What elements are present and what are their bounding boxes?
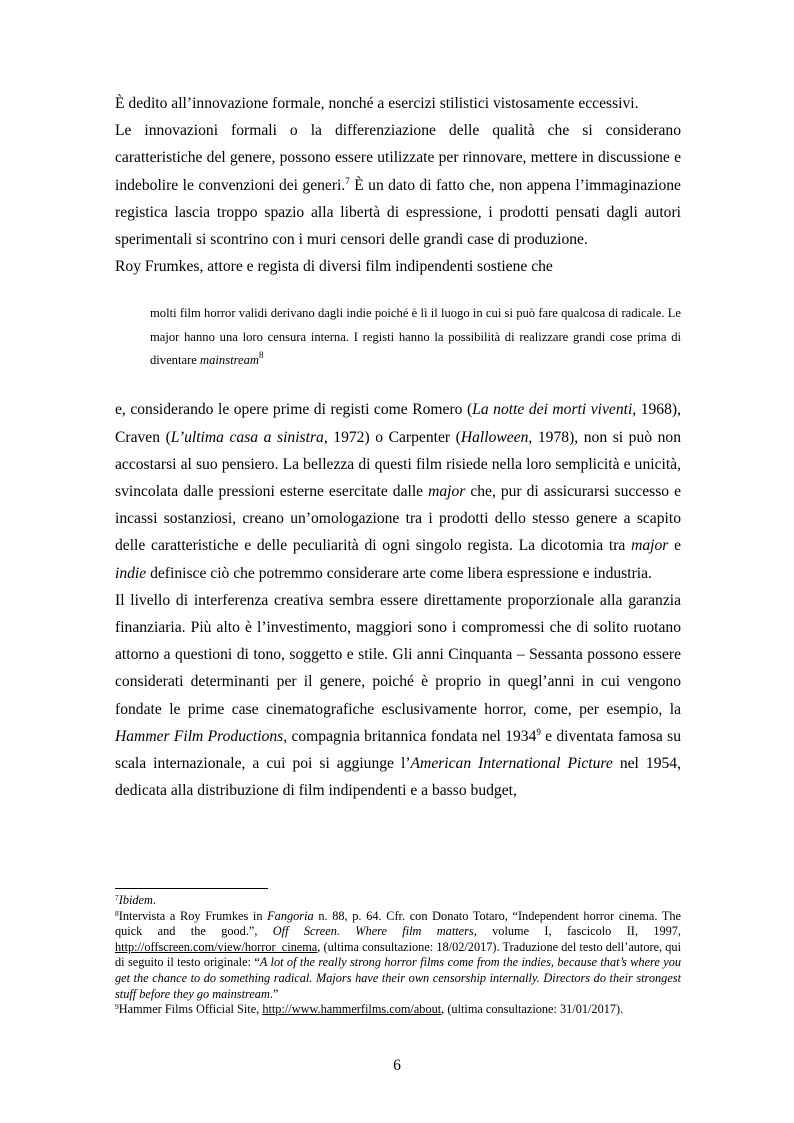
italic-term: major	[631, 537, 669, 555]
page-number: 6	[393, 1057, 401, 1074]
italic-term: major	[428, 482, 466, 500]
paragraph: Roy Frumkes, attore e regista di diversi film indipendenti sostiene che	[115, 258, 553, 276]
text-run: e diventata famosa su scala internazionale, a cui poi si aggiunge l’	[115, 727, 681, 772]
text-run: Le innovazioni formali o la differenziazione delle qualità che si considerano caratteristiche del genere, possono essere utilizzate per rinnovare, mettere in discussione e indebolire le convenzioni dei generi.	[115, 122, 681, 194]
company-name: American International Picture	[410, 754, 613, 772]
text-run: È un dato di fatto che, non appena l’immaginazione registica lascia troppo spazio alla libertà di espressione, i prodotti pensati dagli autori sperimentali si scontrino con i muri censori delle grandi case di produzione.	[115, 176, 681, 249]
film-title: La notte dei morti viventi	[472, 401, 633, 419]
footnote-7	[115, 893, 681, 909]
text-run: e, considerando le opere prime di registi come Romero (	[115, 401, 473, 419]
italic-term: Off Screen. Where film matters,	[272, 924, 477, 939]
footnote-number: 7	[115, 893, 119, 902]
block-quote	[150, 302, 681, 372]
footnote-number: 9	[115, 1002, 119, 1012]
text-run: Il livello di interferenza creativa sembra essere direttamente proporzionale alla garanzia finanziaria. Più alto è l’investimento, maggiori sono i compromessi che di solito ruotano attorno a questioni di tono, soggetto e stile. Gli anni Cinquanta – Sessanta possono essere considerati determinanti per il genere, poiché è proprio in quegl’anni in cui vengono fondate le prime case cinematografiche esclusivamente horror, come, per esempio, la	[115, 591, 681, 718]
italic-term: indie	[115, 564, 147, 582]
text-run: n. 88, p. 64. Cfr. con Donato Totaro, “Independent horror cinema. The quick and the good.”,	[115, 908, 681, 939]
quote-text	[150, 302, 681, 372]
text-run: e	[668, 537, 681, 555]
italic-term: Ibidem	[118, 893, 153, 907]
paragraph	[115, 587, 681, 805]
film-title: L’ultima casa a sinistra	[170, 428, 324, 446]
footnotes	[115, 893, 681, 1018]
main-text	[115, 90, 681, 804]
footnote-separator	[115, 888, 268, 889]
text-run: , 1978), non si può non accostarsi al suo pensiero. La bellezza di questi film risiede nella loro semplicità e unicità, svincolata dalle pressioni esterne esercitate dalle	[115, 428, 682, 500]
italic-term: mainstream	[200, 353, 260, 368]
footnote-ref[interactable]: 8	[259, 350, 264, 361]
text-run: .”	[269, 986, 279, 1001]
paragraph	[115, 117, 681, 253]
footnote-number: 8	[115, 908, 119, 918]
text-run: , (ultima consultazione: 18/02/2017). Traduzione del testo dell’autore, qui di seguito il testo originale: “	[115, 939, 681, 970]
text-run: nel 1954, dedicata alla distribuzione di film indipendenti e a basso budget,	[115, 754, 681, 800]
paragraph	[115, 396, 681, 586]
original-quote: A lot of the really strong horror films come from the indies, because that’s where you get the chance to do something radical. Majors have their own censorship internally. Directors do their strongest stuff before they go mainstream	[115, 955, 681, 1001]
text-run: , 1972) o Carpenter (	[323, 428, 461, 446]
footnote-8	[115, 909, 681, 1003]
text-run: , (ultima consultazione: 31/01/2017).	[441, 1002, 624, 1017]
footnote-9	[115, 1002, 681, 1018]
text-run: Intervista a Roy Frumkes in	[118, 908, 268, 923]
footnote-ref[interactable]: 7	[345, 175, 350, 186]
company-name: Hammer Film Productions	[115, 727, 284, 745]
text-run: , compagnia britannica fondata nel 1934	[283, 727, 537, 745]
text-run: , 1968), Craven (	[115, 401, 681, 446]
text-run: che, pur di assicurarsi successo e incassi sostanziosi, creano un’omologazione tra i prodotti dello stesso genere a scapito delle caratteristiche e delle peculiarità di ogni singolo regista. La dicotomia tra	[115, 482, 681, 555]
text-run: Hammer Films Official Site,	[118, 1002, 263, 1017]
text-run: .	[152, 893, 156, 907]
film-title: Halloween	[460, 428, 529, 446]
italic-term: Fangoria	[267, 908, 314, 923]
offscreen-link[interactable]: http://offscreen.com/view/horror_cinema	[115, 939, 318, 954]
footnote-ref[interactable]: 9	[536, 726, 541, 737]
text-run: definisce ciò che potremmo considerare arte come libera espressione e industria.	[146, 564, 652, 582]
text-run: molti film horror validi derivano dagli indie poiché è lì il luogo in cui si può fare qualcosa di radicale. Le major hanno una loro censura interna. I registi hanno la possibilità di realizzare grandi cose prima di diventare	[150, 306, 681, 368]
text-run: volume I, fascicolo II, 1997,	[476, 924, 681, 939]
paragraph: È dedito all’innovazione formale, nonché a esercizi stilistici vistosamente eccessivi.	[115, 95, 639, 112]
hammerfilms-link[interactable]: http://www.hammerfilms.com/about	[262, 1002, 442, 1017]
